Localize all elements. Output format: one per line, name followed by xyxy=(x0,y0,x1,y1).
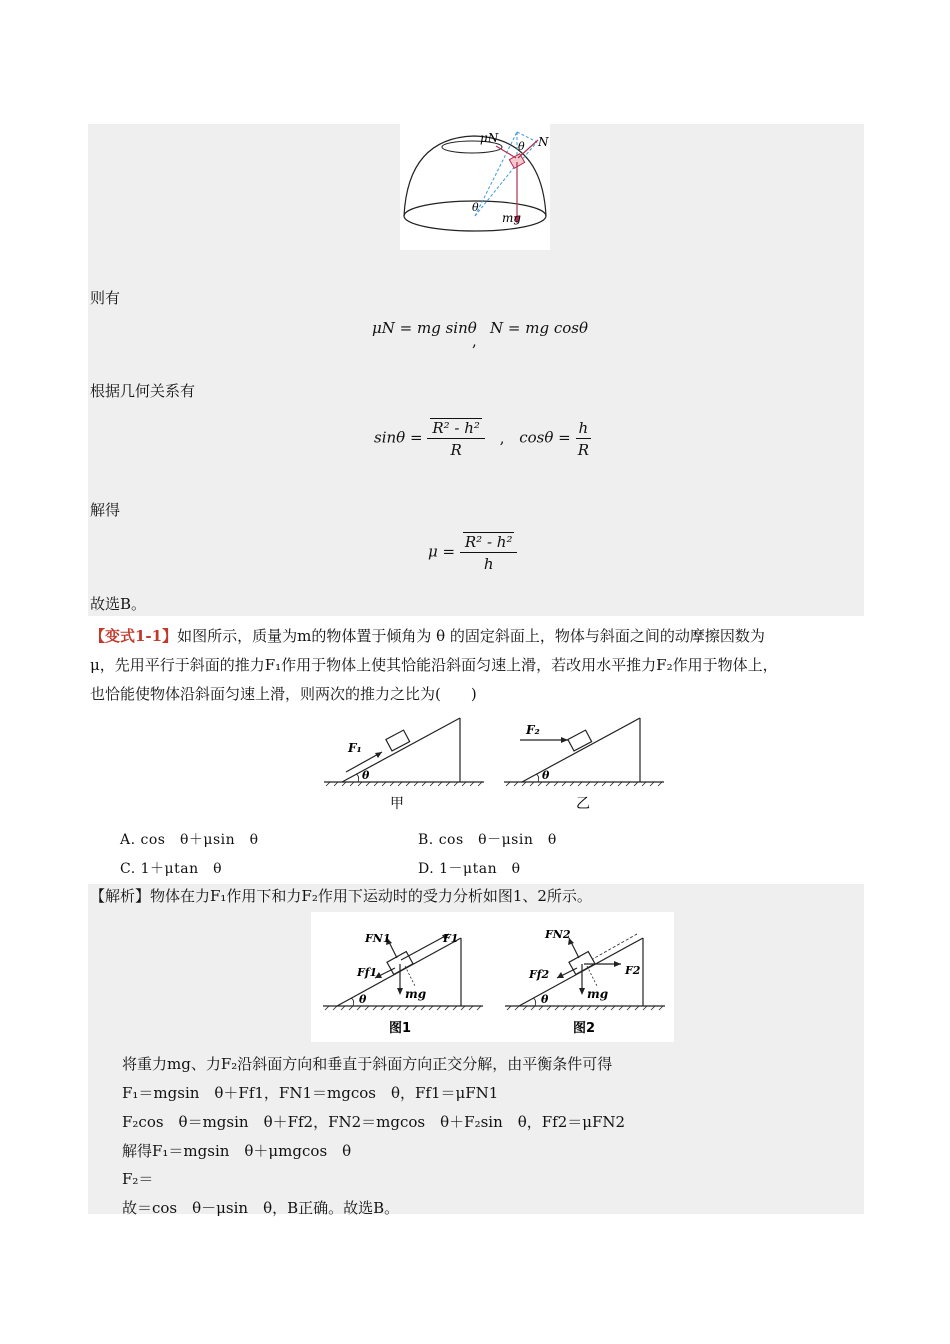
hemisphere-label-theta-top: θ xyxy=(518,140,525,153)
hemisphere-label-mu-n: μN xyxy=(480,131,499,145)
incline-a-theta: θ xyxy=(362,769,370,782)
equation-1-right: N = mg cosθ xyxy=(490,319,588,337)
sin-lhs: sinθ = xyxy=(374,428,423,447)
incline-figure xyxy=(320,714,670,814)
option-b: B. cos θ－μsin θ xyxy=(418,832,557,848)
force-fig1-ff1: Ff1 xyxy=(357,966,378,979)
cos-lhs: cosθ = xyxy=(519,428,571,447)
question-line-2: μ，先用平行于斜面的推力F₁作用于物体上使其恰能沿斜面匀速上滑，若改用水平推力F₂作用于物体上， xyxy=(90,656,778,674)
option-a: A. cos θ＋μsin θ xyxy=(120,832,259,848)
geometry-text: 根据几何关系有 xyxy=(90,382,196,400)
cos-denominator: R xyxy=(577,440,590,459)
analysis-line-1: 将重力mg、力F₂沿斜面方向和垂直于斜面方向正交分解，由平衡条件可得 xyxy=(122,1055,613,1073)
hemisphere-figure xyxy=(400,124,550,250)
force-fig1-theta: θ xyxy=(359,993,367,1006)
sin-equation xyxy=(374,418,591,459)
hemisphere-label-n: N xyxy=(538,135,549,149)
force-fig2-theta: θ xyxy=(541,993,549,1006)
equation-1-left: μN = mg sinθ xyxy=(372,319,477,337)
choose-b-text: 故选B。 xyxy=(90,595,147,613)
incline-b-label: 乙 xyxy=(576,796,590,812)
incline-b-theta: θ xyxy=(542,769,550,782)
analysis-line-4: 解得F₁＝mgsin θ＋μmgcos θ xyxy=(122,1142,352,1160)
equation-1-sep: , xyxy=(472,332,477,350)
force-fig1-caption: 图1 xyxy=(389,1021,412,1036)
sin-fraction xyxy=(427,418,485,459)
then-have-text: 则有 xyxy=(90,289,121,307)
hemisphere-label-theta-bottom: θ xyxy=(472,201,479,214)
question-line-1 xyxy=(90,626,765,646)
force-fig1-fn1: FN1 xyxy=(365,932,391,945)
mu-numerator: R² - h² xyxy=(464,533,513,551)
incline-a-label: 甲 xyxy=(390,796,404,812)
option-d: D. 1－μtan θ xyxy=(418,861,521,877)
cos-sep: , xyxy=(499,428,505,447)
question-line-3: 也恰能使物体沿斜面匀速上滑，则两次的推力之比为( ) xyxy=(90,685,477,703)
question-text-1: 如图所示，质量为m的物体置于倾角为 θ 的固定斜面上，物体与斜面之间的动摩擦因数为 xyxy=(177,627,765,645)
hemisphere-diagram xyxy=(400,124,550,250)
sin-denominator: R xyxy=(450,441,462,459)
analysis-head: 【解析】物体在力F₁作用下和力F₂作用下运动时的受力分析如图1、2所示。 xyxy=(90,887,592,905)
force-fig2-f2: F2 xyxy=(625,964,641,977)
force-fig2-caption: 图2 xyxy=(573,1021,596,1036)
force-fig1-mg: mg xyxy=(405,987,427,1001)
mu-equation xyxy=(428,532,517,573)
hemisphere-label-mg: mg xyxy=(502,211,522,225)
cos-fraction xyxy=(576,419,592,459)
incline-a-f1: F₁ xyxy=(348,741,362,755)
cos-numerator: h xyxy=(576,419,592,439)
question-tag: 【变式1-1】 xyxy=(90,627,178,645)
mu-denominator: h xyxy=(483,555,494,573)
mu-fraction xyxy=(460,532,518,573)
option-c: C. 1＋μtan θ xyxy=(120,861,223,877)
analysis-line-5: F₂＝ xyxy=(122,1170,154,1188)
analysis-line-6: 故＝cos θ－μsin θ，B正确。故选B。 xyxy=(122,1199,400,1217)
incline-diagram xyxy=(320,714,670,814)
force-fig2-fn2: FN2 xyxy=(545,928,571,941)
analysis-line-3: F₂cos θ＝mgsin θ＋Ff2，FN2＝mgcos θ＋F₂sin θ，Ff2＝μFN2 xyxy=(122,1113,626,1131)
force-diagram xyxy=(311,912,674,1042)
force-figure xyxy=(311,912,674,1042)
mu-lhs: μ = xyxy=(428,542,456,561)
incline-b-f2: F₂ xyxy=(526,723,540,737)
solve-text: 解得 xyxy=(90,501,121,519)
force-fig2-mg: mg xyxy=(587,987,609,1001)
force-fig2-ff2: Ff2 xyxy=(529,968,550,981)
analysis-line-2: F₁＝mgsin θ＋Ff1，FN1＝mgcos θ，Ff1＝μFN1 xyxy=(122,1084,499,1102)
sin-numerator: R² - h² xyxy=(432,419,480,437)
force-fig1-f1: F1 xyxy=(443,932,459,945)
